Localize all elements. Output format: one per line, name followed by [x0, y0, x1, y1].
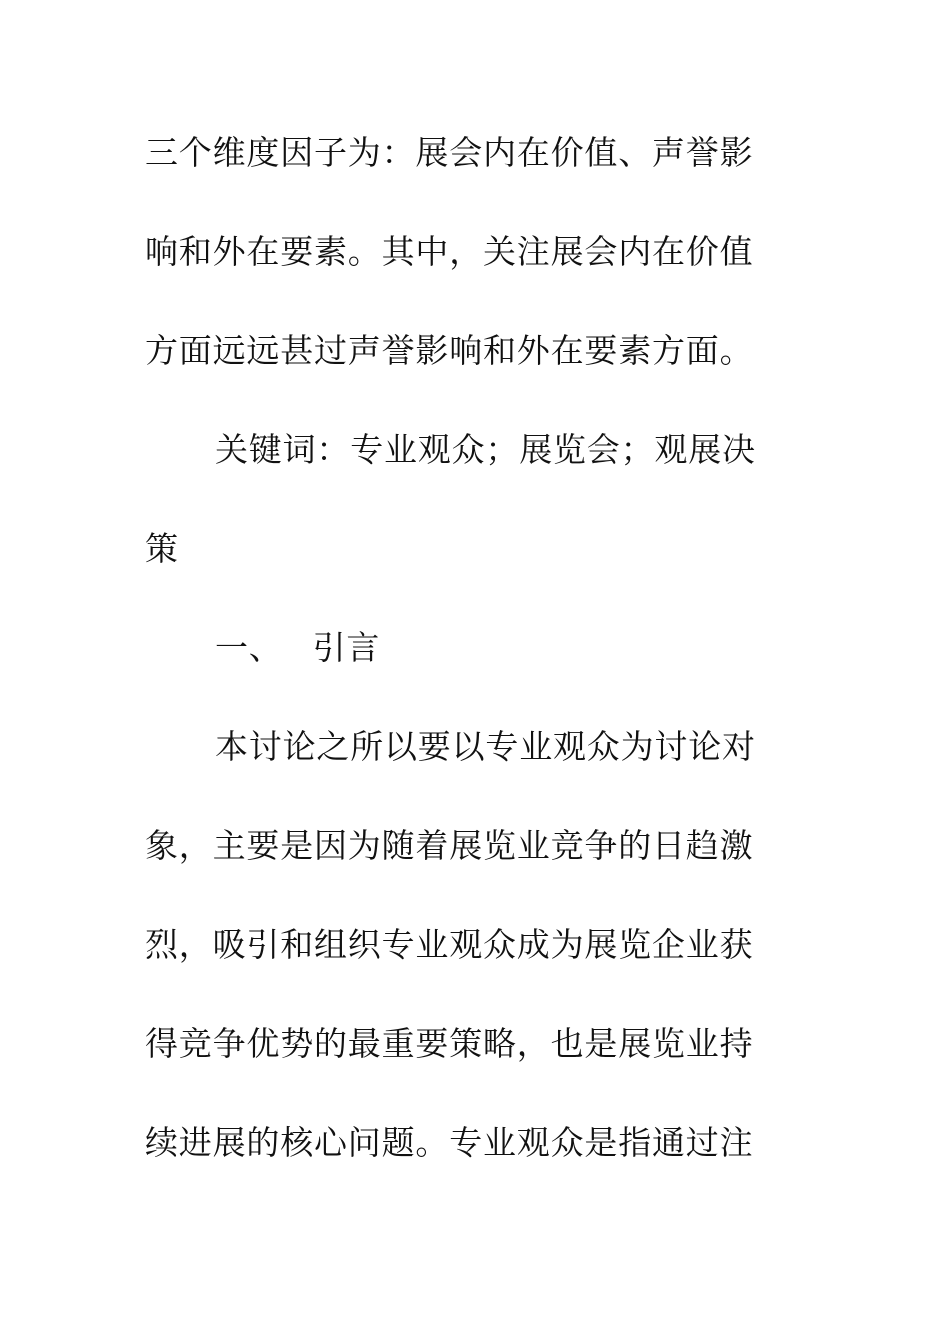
- section-title: 引言: [312, 628, 381, 667]
- body-line-5: 续进展的核心问题。专业观众是指通过注: [145, 1123, 754, 1162]
- body-line-2: 象，主要是因为随着展览业竞争的日趋激: [145, 826, 754, 865]
- abstract-line-3: 方面远远甚过声誉影响和外在要素方面。: [145, 331, 754, 370]
- body-line-1: 本讨论之所以要以专业观众为讨论对: [215, 727, 756, 766]
- abstract-line-2: 响和外在要素。其中，关注展会内在价值: [145, 232, 754, 271]
- keywords-line-2: 策: [145, 529, 179, 568]
- keywords-line-1: 关键词：专业观众；展览会；观展决: [215, 430, 756, 469]
- abstract-line-1: 三个维度因子为：展会内在价值、声誉影: [145, 133, 754, 172]
- section-heading: [145, 618, 785, 717]
- document-body: [145, 123, 785, 1212]
- section-number: 一、: [215, 628, 283, 667]
- body-line-4: 得竞争优势的最重要策略，也是展览业持: [145, 1024, 754, 1063]
- body-line-3: 烈，吸引和组织专业观众成为展览企业获: [145, 925, 754, 964]
